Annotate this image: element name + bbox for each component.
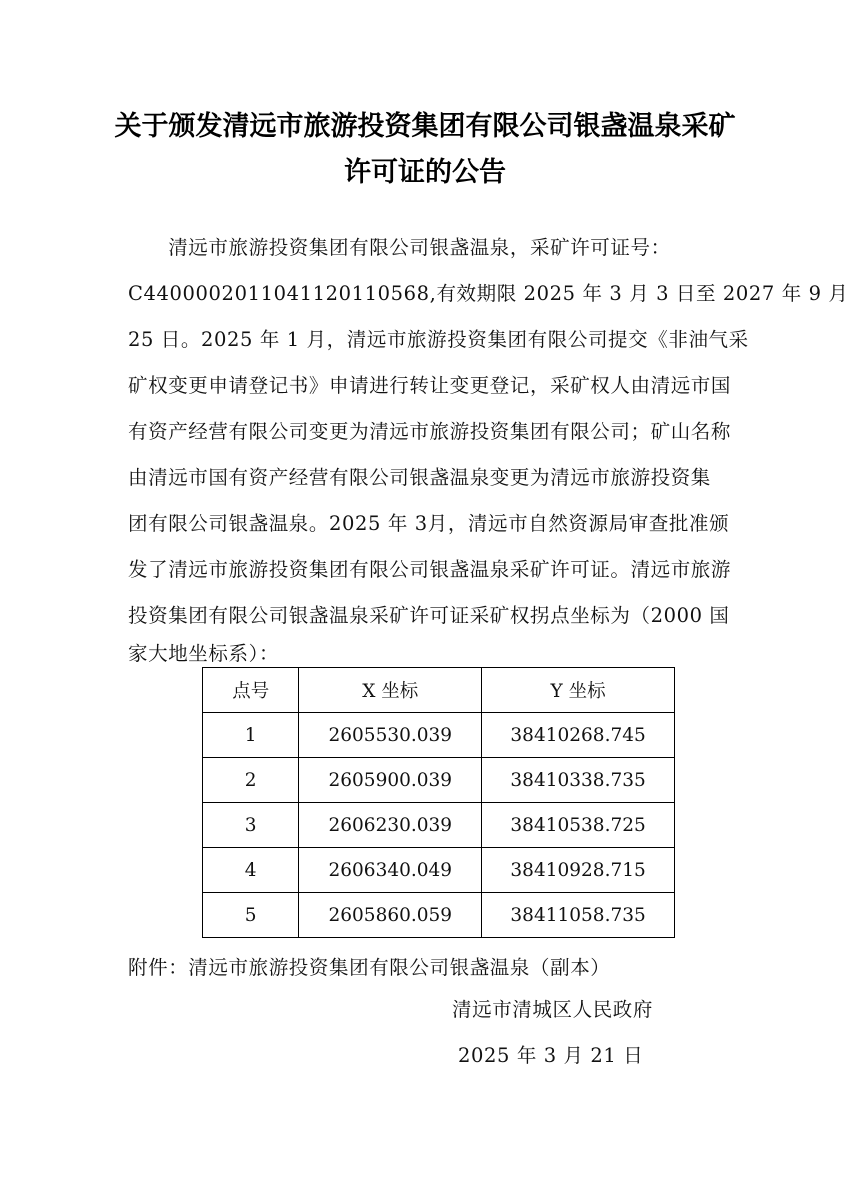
- cell-x-coordinate: 2605530.039: [299, 713, 482, 758]
- cell-point-number: 5: [203, 893, 299, 938]
- table-row: [203, 758, 675, 803]
- cell-x-coordinate: 2606340.049: [299, 848, 482, 893]
- table-row: [203, 893, 675, 938]
- cell-y-coordinate: 38410538.725: [482, 803, 675, 848]
- document-title-line-1: 关于颁发清远市旅游投资集团有限公司银盏温泉采矿: [114, 111, 736, 142]
- cell-x-coordinate: 2605900.039: [299, 758, 482, 803]
- header-x-coordinate: X 坐标: [299, 668, 482, 713]
- document-title-line-2: 许可证的公告: [344, 157, 506, 188]
- body-line-9: 投资集团有限公司银盏温泉采矿许可证采矿权拐点坐标为（2000 国: [128, 604, 730, 627]
- issue-date: 2025 年 3 月 21 日: [458, 1044, 644, 1067]
- cell-point-number: 2: [203, 758, 299, 803]
- cell-point-number: 1: [203, 713, 299, 758]
- body-line-2: C4400002011041120110568,有效期限 2025 年 3 月 3 日至 2027 年 9 月: [128, 282, 849, 305]
- table-row: [203, 848, 675, 893]
- body-line-6: 由清远市国有资产经营有限公司银盏温泉变更为清远市旅游投资集: [128, 466, 711, 489]
- cell-x-coordinate: 2605860.059: [299, 893, 482, 938]
- header-point-number: 点号: [203, 668, 299, 713]
- body-line-8: 发了清远市旅游投资集团有限公司银盏温泉采矿许可证。清远市旅游: [128, 558, 732, 581]
- cell-y-coordinate: 38410268.745: [482, 713, 675, 758]
- table-header-row: [203, 668, 675, 713]
- body-line-7: 团有限公司银盏温泉。2025 年 3月，清远市自然资源局审查批准颁: [128, 512, 730, 535]
- attachment-note: 附件：清远市旅游投资集团有限公司银盏温泉（副本）: [128, 956, 611, 979]
- cell-point-number: 3: [203, 803, 299, 848]
- body-line-5: 有资产经营有限公司变更为清远市旅游投资集团有限公司；矿山名称: [128, 420, 732, 443]
- issuing-authority: 清远市清城区人民政府: [452, 998, 654, 1021]
- body-line-1: 清远市旅游投资集团有限公司银盏温泉，采矿许可证号：: [128, 236, 671, 259]
- coordinates-table: [202, 667, 675, 938]
- body-line-3: 25 日。2025 年 1 月，清远市旅游投资集团有限公司提交《非油气采: [128, 328, 749, 351]
- table-row: [203, 713, 675, 758]
- body-line-4: 矿权变更申请登记书》申请进行转让变更登记，采矿权人由清远市国: [128, 374, 732, 397]
- header-y-coordinate: Y 坐标: [482, 668, 675, 713]
- cell-y-coordinate: 38410338.735: [482, 758, 675, 803]
- cell-x-coordinate: 2606230.039: [299, 803, 482, 848]
- table-row: [203, 803, 675, 848]
- cell-point-number: 4: [203, 848, 299, 893]
- cell-y-coordinate: 38410928.715: [482, 848, 675, 893]
- body-line-10: 家大地坐标系）：: [128, 642, 280, 665]
- cell-y-coordinate: 38411058.735: [482, 893, 675, 938]
